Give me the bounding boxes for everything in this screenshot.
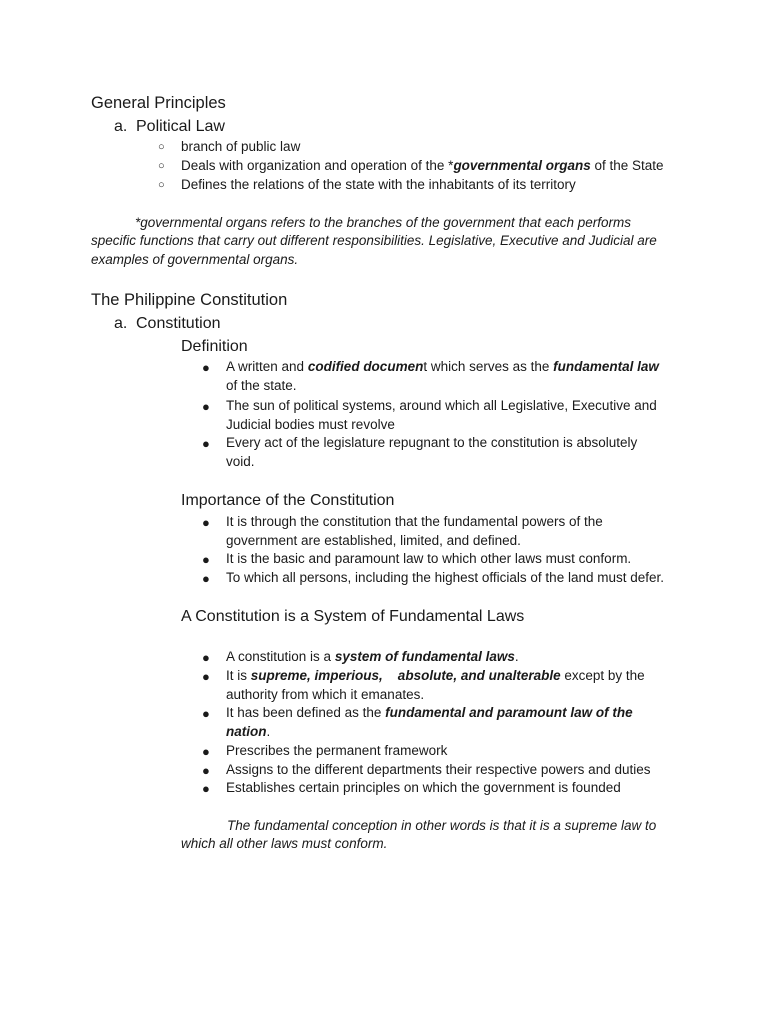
list-marker-a: a. <box>114 118 128 135</box>
note-line-3: examples of governmental organs. <box>91 252 299 267</box>
definition-item-2: The sun of political systems, around which all Legislative, Executive and Judicial bodies must revolve <box>226 398 657 432</box>
subheading-importance: Importance of the Constitution <box>181 492 395 509</box>
closing-line-2: which all other laws must conform. <box>181 836 388 851</box>
bullet-dot: ● <box>202 763 210 778</box>
subheading-definition: Definition <box>181 338 248 355</box>
system-item-6: Establishes certain principles on which the government is founded <box>226 780 621 795</box>
bullet-dot: ● <box>202 571 210 586</box>
list-marker-a: a. <box>114 315 128 332</box>
circle-bullet: ○ <box>158 179 165 191</box>
bullet-dot: ● <box>202 552 210 567</box>
subheading-political-law: Political Law <box>136 118 225 135</box>
bullet-public-law: branch of public law <box>181 139 301 154</box>
circle-bullet: ○ <box>158 160 165 172</box>
bullet-dot: ● <box>202 669 210 684</box>
bullet-dot: ● <box>202 744 210 759</box>
bullet-dot: ● <box>202 436 210 451</box>
importance-item-3: To which all persons, including the highest officials of the land must defer. <box>226 570 665 585</box>
bullet-dot: ● <box>202 781 210 796</box>
bullet-dot: ● <box>202 706 210 721</box>
bullet-relations: Defines the relations of the state with the inhabitants of its territory <box>181 177 576 192</box>
definition-item-3: Every act of the legislature repugnant to the constitution is absolutely void. <box>226 435 638 469</box>
bullet-organization: Deals with organization and operation of the *governmental organs of the State <box>181 158 664 173</box>
bullet-dot: ● <box>202 360 210 375</box>
importance-item-1: It is through the constitution that the fundamental powers of the government are established, limited, and defined. <box>226 514 603 548</box>
importance-item-2: It is the basic and paramount law to which other laws must conform. <box>226 551 632 566</box>
note-line-2: specific functions that carry out different responsibilities. Legislative, Executive and Judicial are <box>91 233 657 248</box>
heading-philippine-constitution: The Philippine Constitution <box>91 291 288 309</box>
note-line-1: *governmental organs refers to the branches of the government that each performs <box>135 215 632 230</box>
system-item-4: Prescribes the permanent framework <box>226 743 448 758</box>
system-item-3: It has been defined as the fundamental and paramount law of the nation. <box>226 705 633 739</box>
subheading-constitution: Constitution <box>136 315 221 332</box>
subheading-system: A Constitution is a System of Fundamental Laws <box>181 608 525 625</box>
system-item-2: It is supreme, imperious, absolute, and unalterable except by the authority from which it emanates. <box>226 668 645 702</box>
closing-line-1: The fundamental conception in other words is that it is a supreme law to <box>227 818 657 833</box>
bullet-dot: ● <box>202 650 210 665</box>
system-item-5: Assigns to the different departments their respective powers and duties <box>226 762 651 777</box>
definition-item-1: A written and codified document which serves as the fundamental law of the state. <box>226 359 659 393</box>
bullet-dot: ● <box>202 399 210 414</box>
system-item-1: A constitution is a system of fundamental laws. <box>226 649 519 664</box>
bullet-dot: ● <box>202 515 210 530</box>
circle-bullet: ○ <box>158 141 165 153</box>
heading-general-principles: General Principles <box>91 94 226 112</box>
